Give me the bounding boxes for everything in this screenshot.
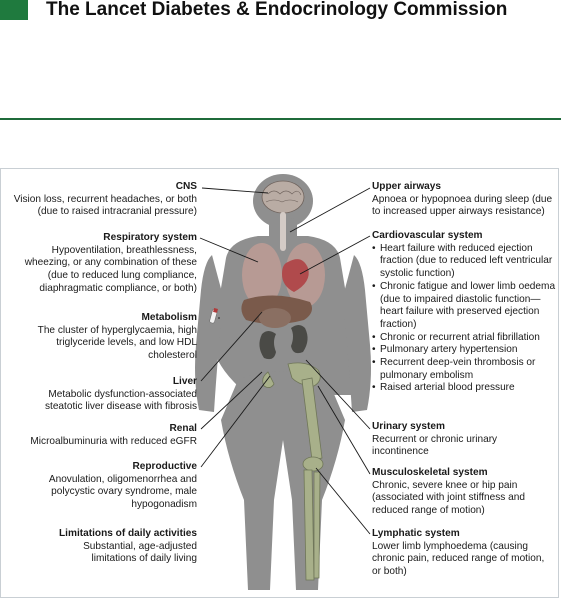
note-urinary-heading: Urinary system [372, 421, 445, 432]
note-cns [1, 181, 197, 219]
note-respiratory-text: Hypoventilation, breathlessness, wheezing, or any combination of these (due to reduced lung compliance, diaphragmatic compliance, or both) [24, 244, 197, 294]
note-upper-airways-text: Apnoea or hypopnoea during sleep (due to increased upper airways resistance) [372, 193, 553, 218]
note-liver [27, 376, 197, 414]
list-item: • Recurrent deep-vein thrombosis or pulmonary embolism [372, 357, 556, 382]
list-item: • Pulmonary artery hypertension [372, 344, 556, 357]
note-urinary-text: Recurrent or chronic urinary incontinence [372, 433, 498, 458]
note-musculoskeletal [372, 467, 556, 518]
note-daily-activities-heading: Limitations of daily activities [59, 528, 197, 539]
note-metabolism-text: The cluster of hyperglycaemia, high triglyceride levels, and low HDL cholesterol [37, 324, 197, 362]
note-musculoskeletal-heading: Musculoskeletal system [372, 467, 488, 478]
note-liver-text: Metabolic dysfunction-associated steatotic liver disease with fibrosis [44, 388, 197, 413]
list-item: • Chronic fatigue and lower limb oedema (due to impaired diastolic function—heart failure with preserved ejection fraction) [372, 281, 556, 332]
note-respiratory-heading: Respiratory system [103, 232, 197, 243]
cardiovascular-list [372, 243, 556, 395]
list-item: • Raised arterial blood pressure [372, 382, 556, 395]
note-respiratory [7, 232, 197, 296]
note-cardiovascular-heading: Cardiovascular system [372, 230, 483, 241]
note-lymphatic-heading: Lymphatic system [372, 528, 460, 539]
note-daily-activities-text: Substantial, age-adjusted limitations of daily living [83, 540, 197, 565]
note-upper-airways-heading: Upper airways [372, 181, 442, 192]
note-reproductive-text: Anovulation, oligomenorrhea and polycystic ovary syndrome, male hypogonadism [48, 473, 197, 511]
note-reproductive [31, 461, 197, 512]
note-lymphatic-text: Lower limb lymphoedema (causing chronic pain, reduced range of motion, or both) [372, 540, 545, 578]
note-renal [30, 423, 197, 448]
note-reproductive-heading: Reproductive [132, 461, 197, 472]
note-renal-text: Microalbuminuria with reduced eGFR [30, 435, 197, 447]
note-renal-heading: Renal [169, 423, 197, 434]
list-item: • Heart failure with reduced ejection fraction (due to reduced left ventricular systolic function) [372, 243, 556, 281]
note-cns-text: Vision loss, recurrent headaches, or both (due to raised intracranial pressure) [13, 193, 197, 218]
list-item: • Chronic or recurrent atrial fibrillation [372, 332, 556, 345]
note-metabolism-heading: Metabolism [141, 312, 197, 323]
note-cardiovascular [372, 230, 556, 395]
note-daily-activities [47, 528, 197, 566]
note-lymphatic [372, 528, 556, 579]
brain [262, 181, 304, 213]
note-musculoskeletal-text: Chronic, severe knee or hip pain (associated with joint stiffness and reduced range of motion) [372, 479, 525, 517]
page-title: The Lancet Diabetes & Endocrinology Commission [46, 0, 508, 20]
note-metabolism [27, 312, 197, 363]
abdominal-organ [259, 308, 291, 328]
note-urinary [372, 421, 522, 459]
note-liver-heading: Liver [172, 376, 197, 387]
note-cns-heading: CNS [175, 181, 197, 192]
note-upper-airways [372, 181, 556, 219]
